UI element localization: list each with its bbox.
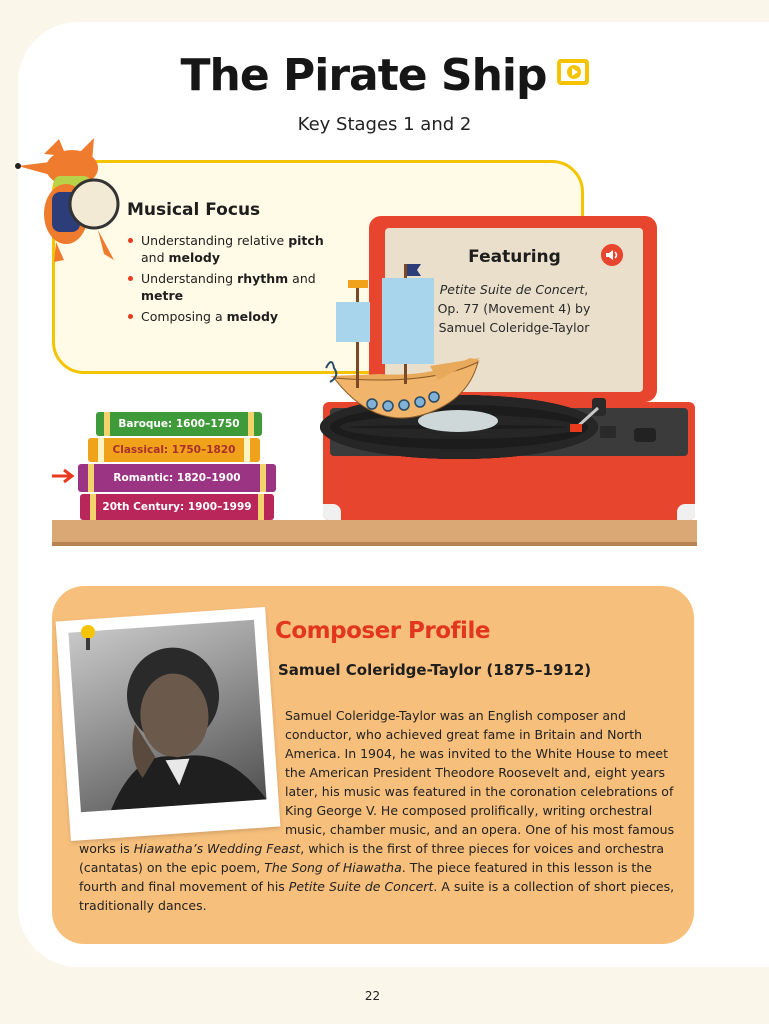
list-item: Composing a melody: [126, 308, 346, 325]
timeline-book-classical: Classical: 1750–1820: [88, 438, 260, 462]
featured-piece-text: Petite Suite de Concert, Op. 77 (Movement 4) by Samuel Coleridge-Taylor: [437, 282, 591, 335]
timeline-book-20th-century: 20th Century: 1900–1999: [80, 494, 274, 520]
bookshelf: [52, 520, 697, 546]
volume-knob: [634, 428, 656, 442]
pirate-ship-illustration: [320, 258, 490, 438]
speaker-icon[interactable]: [601, 244, 623, 266]
timeline-book-romantic: Romantic: 1820–1900: [78, 464, 276, 492]
fox-drummer-illustration: [14, 134, 134, 264]
arrow-right-icon: [50, 468, 76, 484]
base-corner: [677, 504, 695, 520]
composer-biography: Samuel Coleridge-Taylor was an English composer and conductor, who achieved great fame in Britain and North America. In 1904, he was invited to the White House to meet the American President Theodore Roosevelt and, eight years later, his music was featured in the coronation celebrations of King George V. He composed prolifically, writing orchestral music, chamber music, and an opera. One of his most famous works is Hiawatha’s Wedding Feast, which is the first of three pieces for voices and orchestra (cantatas) on the epic poem, The Song of Hiawatha. The piece featured in this lesson is the fourth and final movement of his Petite Suite de Concert. A suite is a collection of short pieces, traditionally dances.: [79, 708, 675, 913]
base-corner: [323, 504, 341, 520]
page-title-text: The Pirate Ship: [180, 50, 547, 101]
featuring-heading: Featuring: [468, 247, 561, 267]
musical-focus-heading: Musical Focus: [127, 200, 261, 220]
page-number: 22: [364, 989, 381, 1003]
tonearm-icon: [570, 398, 620, 442]
timeline-book-baroque: Baroque: 1600–1750: [96, 412, 262, 436]
composer-profile-heading: Composer Profile: [275, 618, 490, 644]
composer-name: Samuel Coleridge-Taylor (1875–1912): [278, 661, 592, 679]
musical-focus-list: [126, 232, 346, 329]
list-item: Understanding relative pitch and melody: [126, 232, 346, 266]
play-video-icon[interactable]: [557, 59, 589, 85]
key-stages-subtitle: Key Stages 1 and 2: [297, 114, 472, 135]
list-item: Understanding rhythm and metre: [126, 270, 346, 304]
pushpin-icon: [78, 624, 98, 656]
page-title: [0, 50, 769, 101]
